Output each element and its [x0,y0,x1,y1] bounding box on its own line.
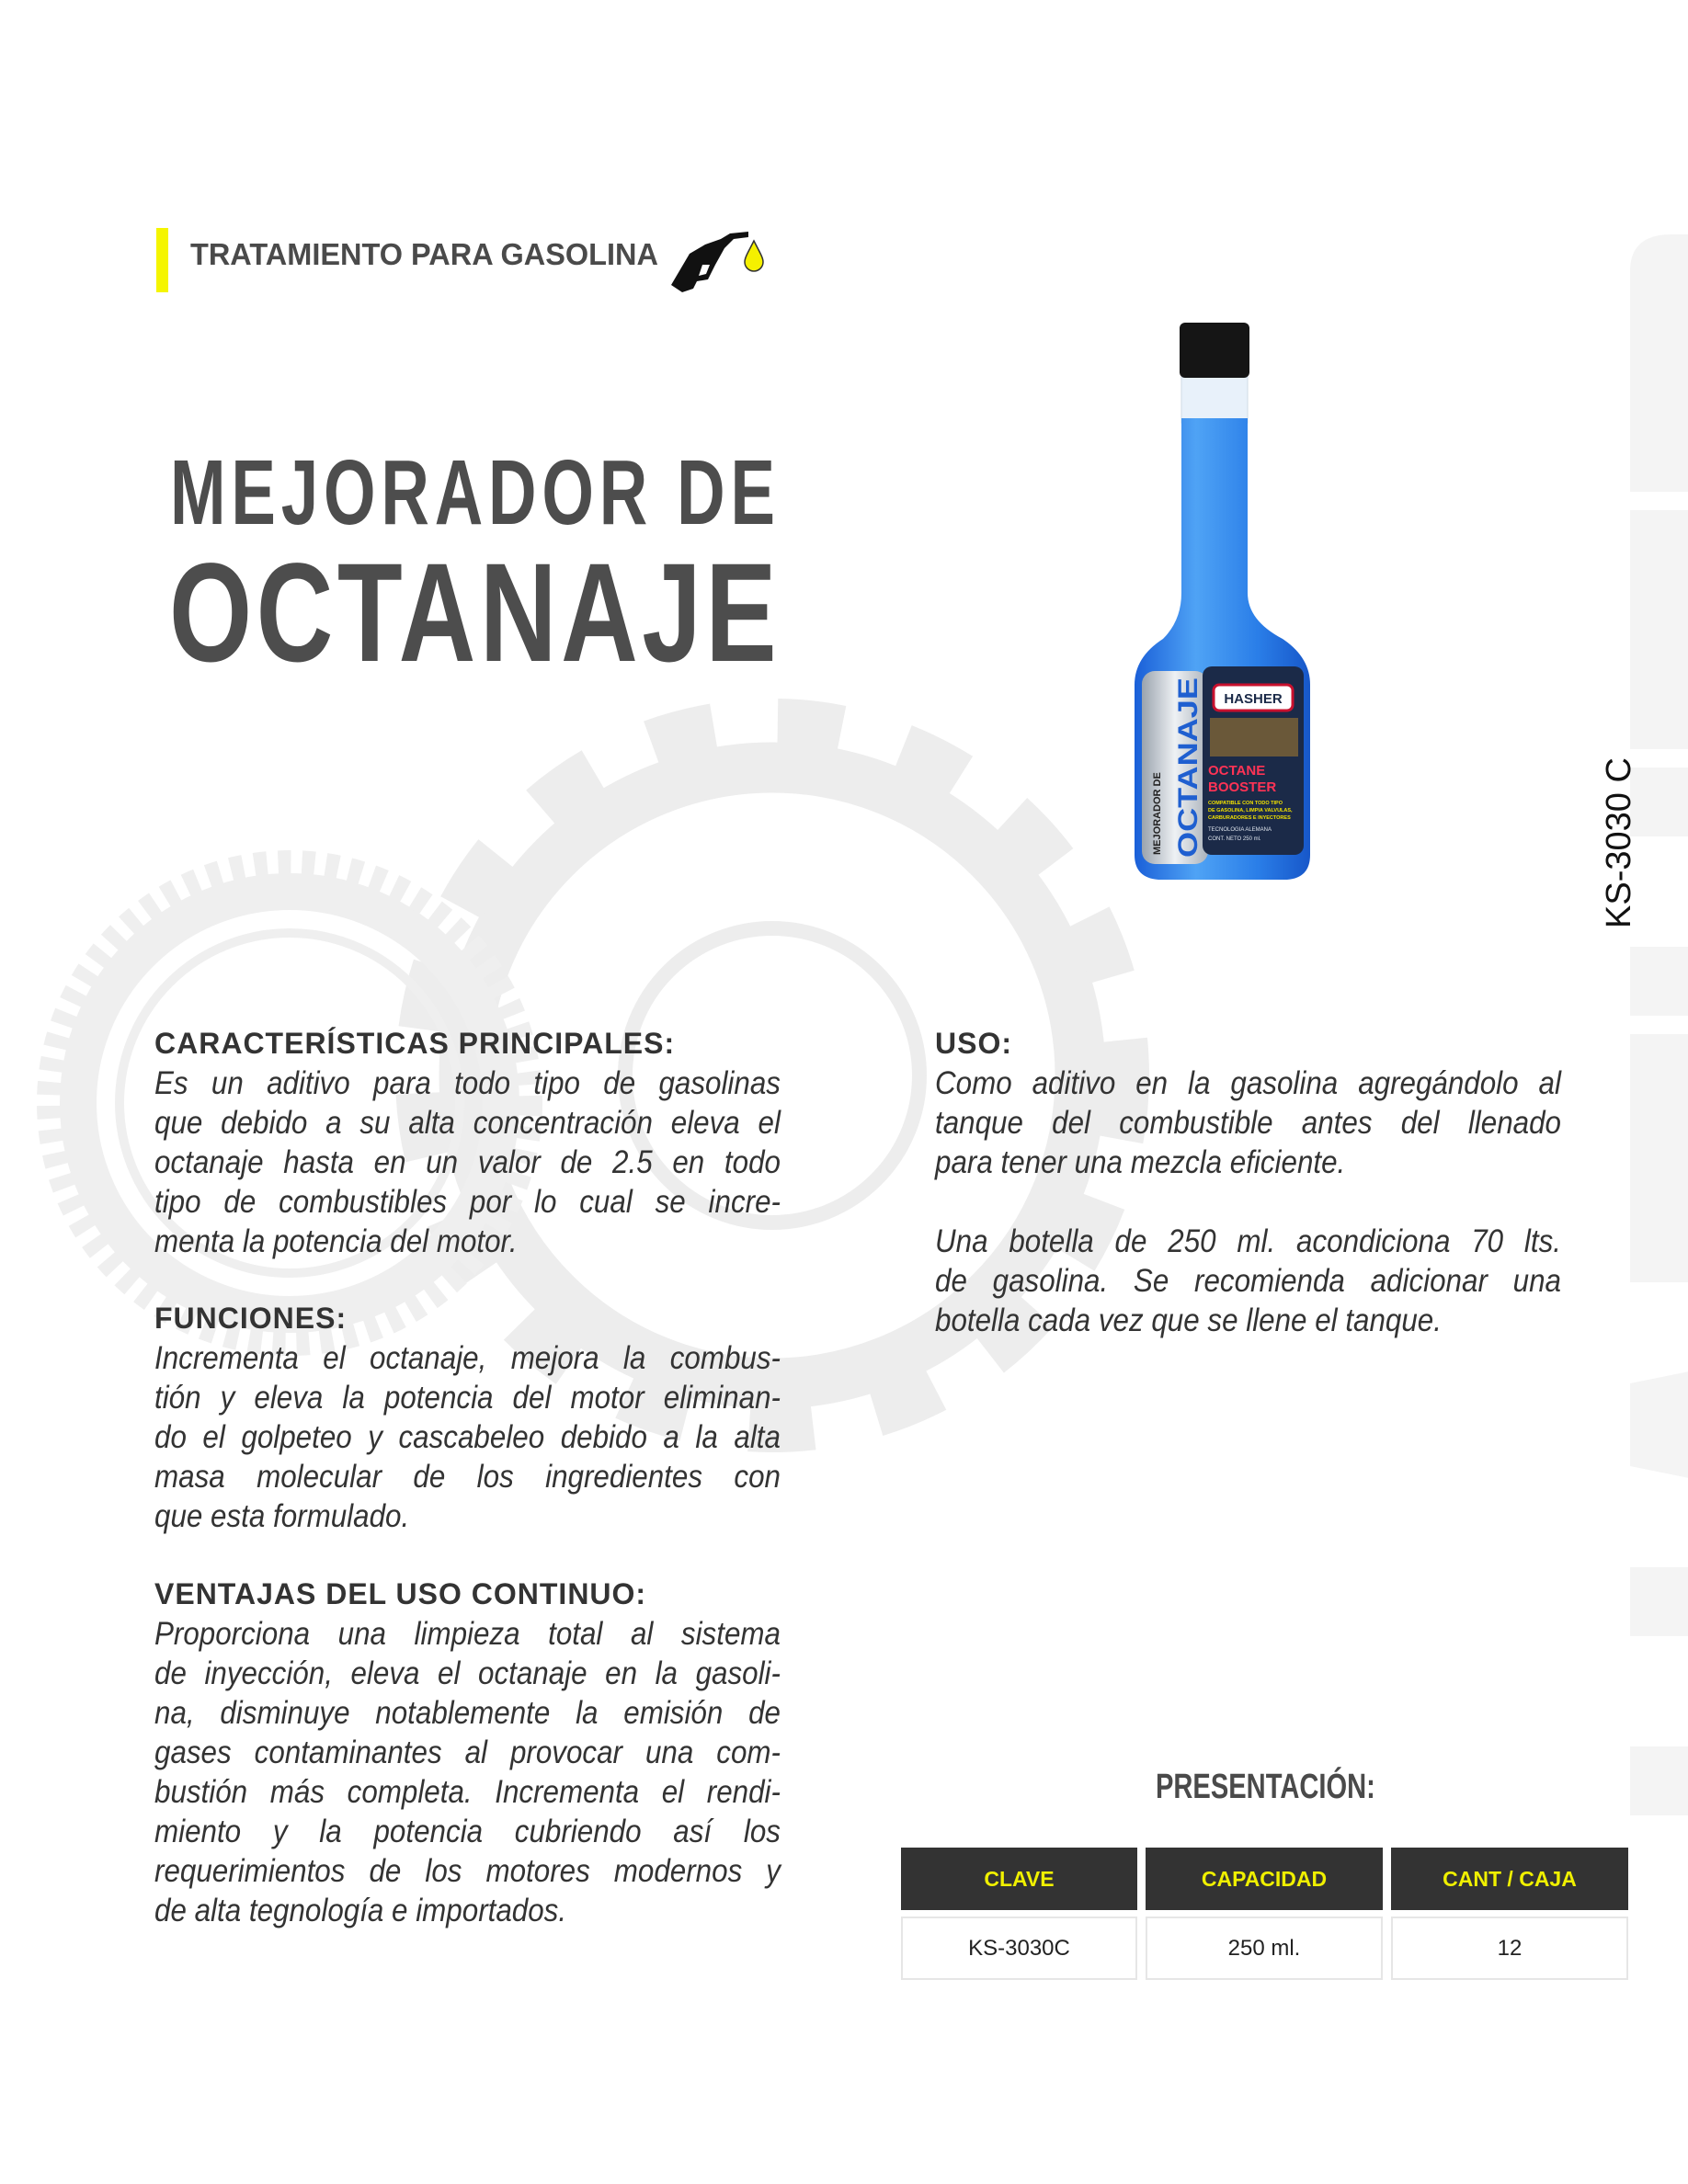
section-ventajas [154,1574,789,1930]
body-text-line: octanaje hasta en un valor de 2.5 en todo [154,1144,781,1180]
accent-bar [156,228,168,292]
label-content-text: CONT. NETO 250 ml. [1208,836,1261,842]
body-text-line: tanque del combustible antes del llenado [935,1105,1561,1141]
body-text-line: requerimientos de los motores modernos y [154,1853,781,1889]
label-brand-text: HASHER [1224,691,1283,707]
label-side-small-text: MEJORADOR DE [1152,772,1163,855]
section-heading: VENTAJAS DEL USO CONTINUO: [154,1577,647,1610]
body-text-line: Como aditivo en la gasolina agregándolo al [935,1065,1561,1101]
table-header-clave: CLAVE [901,1848,1137,1910]
section-body [935,1064,1569,1340]
product-bottle-image [1122,317,1324,887]
body-text-line: Es un aditivo para todo tipo de gasolinas [154,1065,781,1101]
body-text-line: de gasolina. Se recomienda adicionar una [935,1263,1561,1299]
section-heading: USO: [935,1027,1012,1060]
fuel-nozzle-icon [664,228,767,296]
body-text-line: gases contaminantes al provocar una com- [154,1735,781,1770]
section-body [154,1064,789,1261]
title-line-2: OCTANAJE [169,534,781,691]
table-cell-capacidad: 250 ml. [1146,1917,1383,1980]
product-code-vertical: KS-3030 C [1600,757,1638,928]
body-text-line: tipo de combustibles por lo cual se incre- [154,1184,781,1220]
label-side-big-text: OCTANAJE [1173,708,1203,858]
table-cell-cant-caja: 12 [1391,1917,1628,1980]
table-cell-clave: KS-3030C [901,1917,1137,1980]
body-text-line: botella cada vez que se llene el tanque. [935,1302,1442,1338]
table-header-capacidad: CAPACIDAD [1146,1848,1383,1910]
label-tech-text: TECNOLOGIA ALEMANA [1208,827,1272,833]
body-text-line: que esta formulado. [154,1498,410,1534]
section-uso [935,1023,1569,1340]
body-text-line: de alta tegnología e importados. [154,1893,567,1928]
body-text-line: miento y la potencia cubriendo así los [154,1814,781,1849]
body-text-line: de inyección, eleva el octanaje en la gasoli- [154,1655,781,1691]
section-heading: CARACTERÍSTICAS PRINCIPALES: [154,1027,676,1060]
title-line-1: MEJORADOR DE [170,441,781,544]
body-text-line: masa molecular de los ingredientes con [154,1459,781,1495]
fuel-drop-icon [745,241,763,271]
label-desc-text: DE GASOLINA, LIMPIA VALVULAS, [1208,808,1293,813]
section-heading: FUNCIONES: [154,1302,348,1335]
label-name1-text: OCTANE [1208,763,1266,779]
body-text-line: na, disminuye notablemente la emisión de [154,1695,781,1731]
category-label: TRATAMIENTO PARA GASOLINA [190,237,658,271]
presentation-title: PRESENTACIÓN: [1156,1768,1375,1806]
brand-watermark [1630,234,1688,1815]
label-name2-text: BOOSTER [1208,779,1277,795]
section-funciones [154,1298,789,1536]
body-text-line: bustión más completa. Incrementa el rendi- [154,1774,781,1810]
body-text-line: do el golpeteo y cascabeleo debido a la alta [154,1419,781,1455]
body-text-line: Una botella de 250 ml. acondiciona 70 lts. [935,1223,1561,1259]
label-desc-text: CARBURADORES E INYECTORES [1208,815,1291,821]
section-body [154,1614,789,1930]
label-desc-text: COMPATIBLE CON TODO TIPO [1208,801,1283,806]
body-text-line: Incrementa el octanaje, mejora la combus- [154,1340,781,1376]
body-text-line: que debido a su alta concentración eleva el [154,1105,781,1141]
table-header-cant-caja: CANT / CAJA [1391,1848,1628,1910]
bottle-cap [1180,323,1249,378]
body-text-line: tión y eleva la potencia del motor eliminan- [154,1380,781,1416]
paragraph-spacer [935,1182,1561,1222]
body-text-line: menta la potencia del motor. [154,1223,518,1259]
body-text-line: para tener una mezcla eficiente. [935,1144,1346,1180]
section-body [154,1338,789,1536]
body-text-line: Proporciona una limpieza total al sistema [154,1616,781,1652]
section-caracteristicas [154,1023,789,1261]
